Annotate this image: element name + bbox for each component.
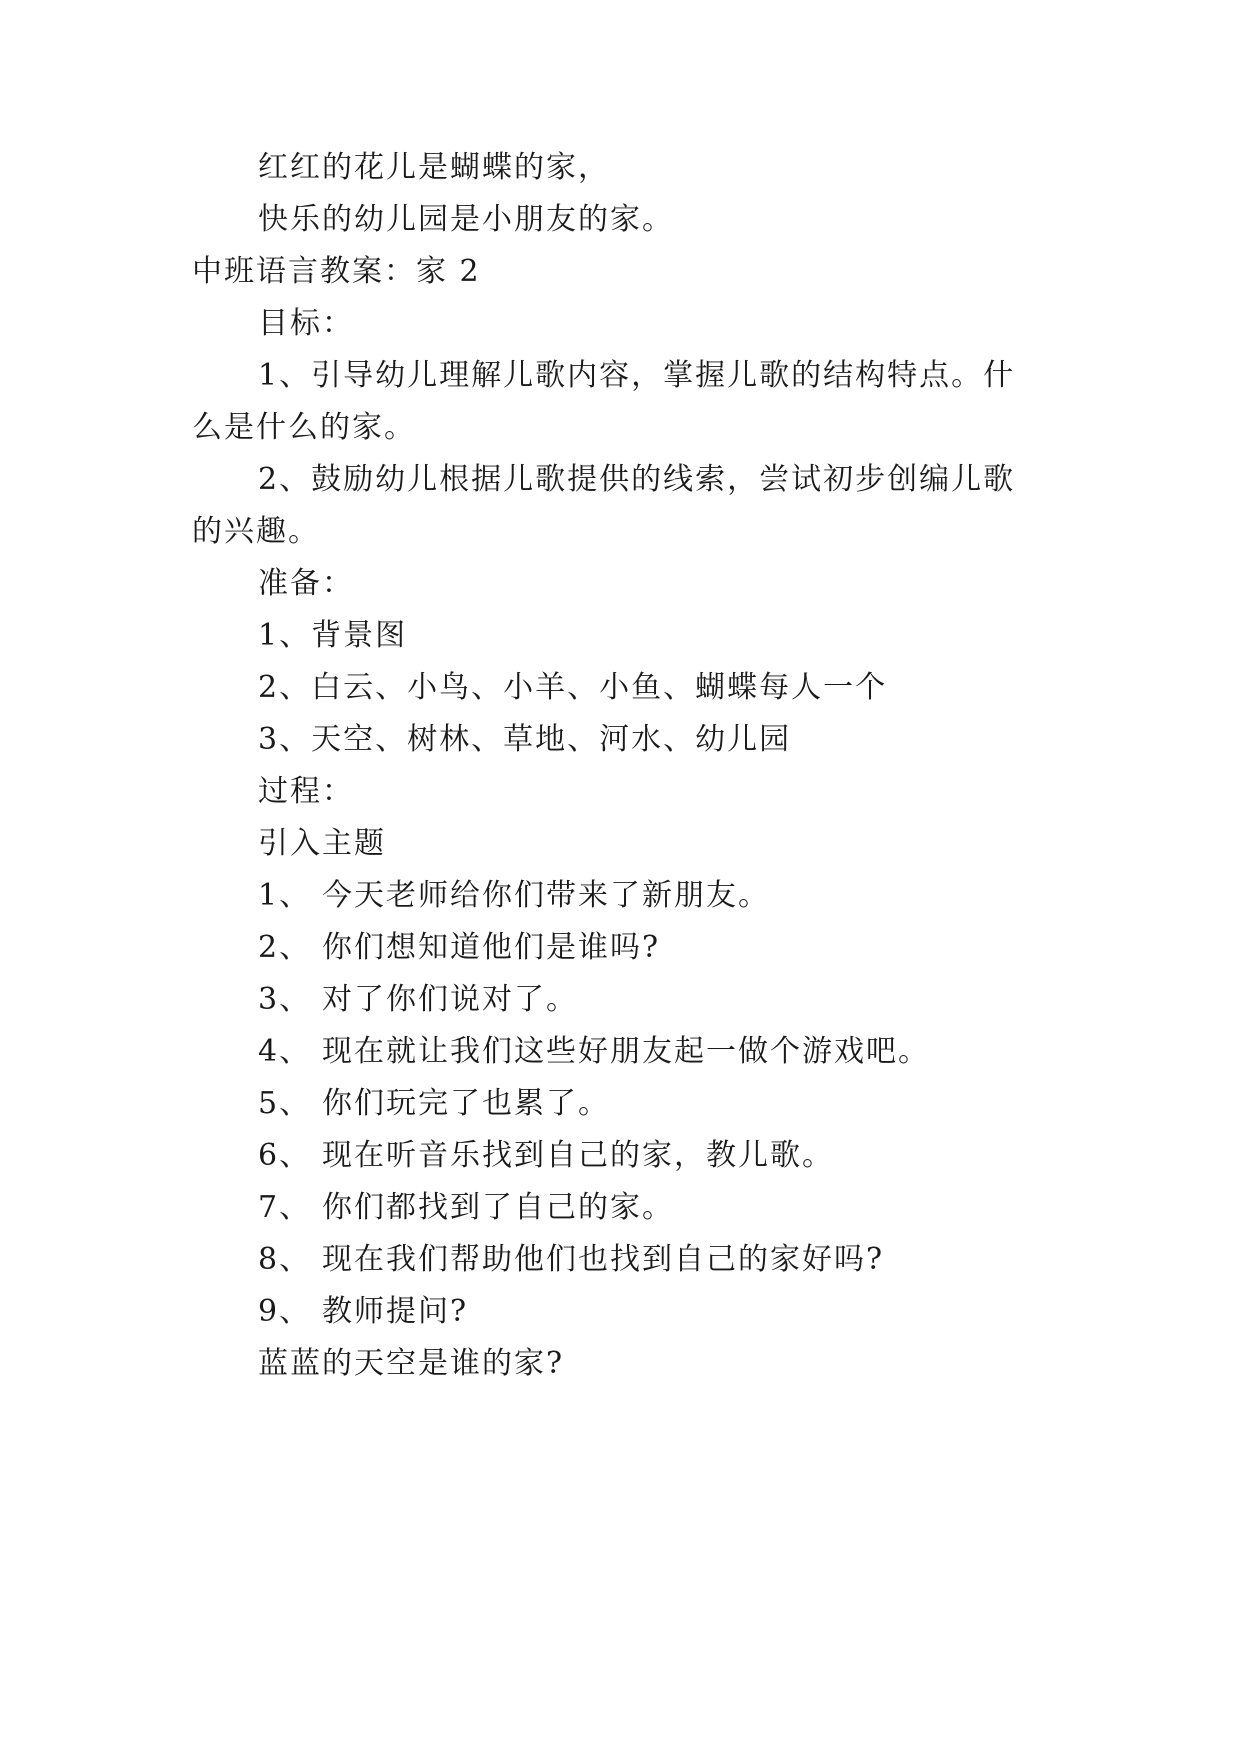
section-title: 中班语言教案：家 2 (192, 254, 481, 289)
step-number: 9、 (258, 1294, 312, 1329)
goal-2-line-2: 的兴趣。 (192, 514, 320, 549)
step-text: 你们都找到了自己的家。 (322, 1190, 674, 1225)
process-step (258, 1136, 834, 1176)
process-step (258, 1188, 674, 1228)
preparation-heading: 准备： (258, 566, 354, 601)
process-heading: 过程： (258, 774, 354, 809)
step-text: 教师提问? (322, 1294, 469, 1329)
step-text: 现在我们帮助他们也找到自己的家好吗? (322, 1242, 885, 1277)
step-number: 6、 (258, 1138, 312, 1173)
goal-1-line-1: 1、引导幼儿理解儿歌内容，掌握儿歌的结构特点。什 (258, 358, 1016, 393)
intro-topic: 引入主题 (258, 826, 386, 861)
preparation-item-3: 3、天空、树林、草地、河水、幼儿园 (258, 722, 792, 757)
goal-1-line-2: 么是什么的家。 (192, 410, 416, 445)
step-number: 8、 (258, 1242, 312, 1277)
step-text: 今天老师给你们带来了新朋友。 (322, 878, 770, 913)
preparation-item-1: 1、背景图 (258, 618, 408, 653)
step-number: 3、 (258, 982, 312, 1017)
process-step (258, 928, 660, 968)
step-number: 7、 (258, 1190, 312, 1225)
poem-line-butterfly: 红红的花儿是蝴蝶的家， (258, 150, 610, 185)
step-text: 你们想知道他们是谁吗? (322, 930, 661, 965)
process-step (258, 1032, 930, 1072)
step-text: 现在听音乐找到自己的家，教儿歌。 (322, 1138, 834, 1173)
goal-2-line-1: 2、鼓励幼儿根据儿歌提供的线索，尝试初步创编儿歌 (258, 462, 1016, 497)
process-step (258, 1240, 884, 1280)
process-step (258, 1084, 610, 1124)
poem-line-kindergarten: 快乐的幼儿园是小朋友的家。 (258, 202, 674, 237)
preparation-item-2: 2、白云、小鸟、小羊、小鱼、蝴蝶每人一个 (258, 670, 888, 705)
step-number: 2、 (258, 930, 312, 965)
step-text: 对了你们说对了。 (322, 982, 578, 1017)
process-step (258, 980, 578, 1020)
step-text: 你们玩完了也累了。 (322, 1086, 610, 1121)
process-step (258, 1292, 468, 1332)
question-line: 蓝蓝的天空是谁的家? (258, 1346, 565, 1381)
step-number: 4、 (258, 1034, 312, 1069)
step-text: 现在就让我们这些好朋友起一做个游戏吧。 (322, 1034, 930, 1069)
process-step (258, 876, 770, 916)
goals-heading: 目标： (258, 306, 354, 341)
step-number: 1、 (258, 878, 312, 913)
step-number: 5、 (258, 1086, 312, 1121)
